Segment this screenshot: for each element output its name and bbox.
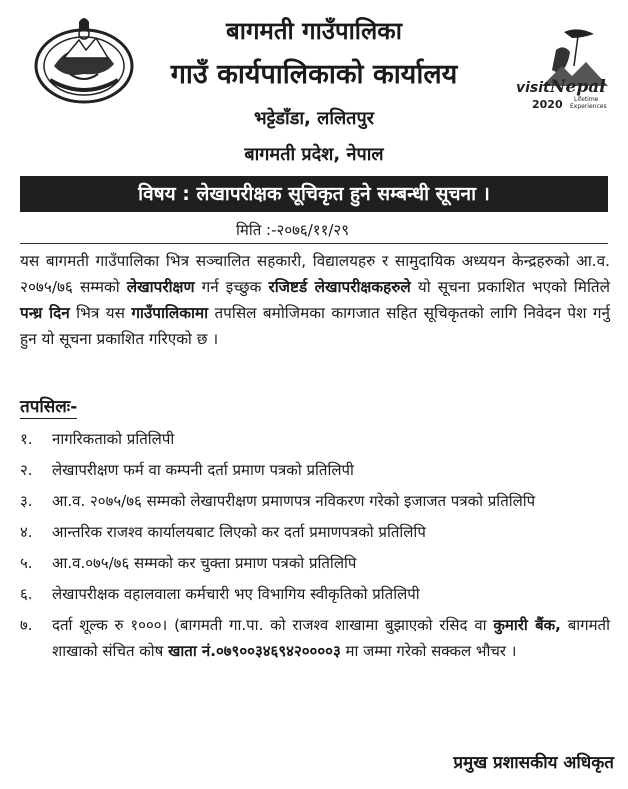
list-item-text: नागरिकताको प्रतिलिपी bbox=[52, 430, 175, 448]
list-item-text: लेखापरीक्षण फर्म वा कम्पनी दर्ता प्रमाण पत्रको प्रतिलिपी bbox=[52, 461, 354, 479]
subject-bar: विषय : लेखापरीक्षक सूचिकृत हुने सम्बन्धी सूचना । bbox=[20, 176, 608, 212]
tagline-experiences: Experiences bbox=[570, 103, 607, 110]
required-documents-list bbox=[20, 426, 610, 664]
para-bold-municipality: गाउँपालिकामा bbox=[131, 304, 209, 322]
para-bold-audit: लेखापरीक्षण bbox=[126, 278, 195, 296]
fee-part3: मा जम्मा गरेको सक्कल भौचर । bbox=[340, 642, 517, 660]
tagline-lifetime: Lifetime bbox=[574, 96, 599, 103]
list-item-number: ४. bbox=[20, 523, 33, 541]
para-part2: गर्न इच्छुक bbox=[194, 278, 269, 296]
list-item bbox=[20, 519, 610, 545]
fee-part1: दर्ता शूल्क रु १०००। (बागमती गा.पा. को राजश्व शाखामा बुझाएको रसिद वा bbox=[52, 616, 494, 634]
fee-bold-account-number: खाता नं.०७९००३४६९४२००००३ bbox=[168, 642, 341, 660]
signatory-title: प्रमुख प्रशासकीय अधिकृत bbox=[453, 753, 614, 773]
list-item-number: २. bbox=[20, 461, 33, 479]
list-item-text: आ.व. २०७५/७६ सम्मको लेखापरीक्षण प्रमाणपत्र नविकरण गरेको इजाजत पत्रको प्रतिलिपि bbox=[52, 492, 536, 510]
list-item-number: ५. bbox=[20, 554, 33, 572]
para-part3: यो सूचना प्रकाशित भएको मितिले bbox=[410, 278, 610, 296]
nepal-government-emblem-icon bbox=[24, 14, 144, 106]
para-part1: यस बागमती गाउँपालिका भित्र सञ्चालित सहकारी, विद्यालयहरु र सामुदायिक अध्ययन केन्द्रहरुको आ.व. २०७५/७६ सम्मको bbox=[20, 252, 610, 296]
date-divider bbox=[20, 243, 608, 244]
list-item-number: ६. bbox=[20, 585, 33, 603]
para-bold-fifteen-days: पन्ध्र दिन bbox=[20, 304, 70, 322]
list-item bbox=[20, 581, 610, 607]
visit-nepal-2020-logo-icon bbox=[512, 26, 618, 118]
list-item bbox=[20, 457, 610, 483]
list-item-text: आ.व.०७५/७६ सम्मको कर चुक्ता प्रमाण पत्रको प्रतिलिपि bbox=[52, 554, 357, 572]
notice-date: मिति :-२०७६/११/२९ bbox=[236, 221, 350, 239]
list-item bbox=[20, 488, 610, 514]
list-item-number: ३. bbox=[20, 492, 33, 510]
para-bold-registered-auditors: रजिष्टर्ड लेखापरीक्षकहरुले bbox=[268, 278, 411, 296]
tapasil-heading: तपसिलः- bbox=[20, 397, 78, 417]
fee-bold-bank: कुमारी बैंक, bbox=[493, 616, 561, 634]
visit-text: visit bbox=[516, 80, 550, 96]
year-text: 2020 bbox=[532, 98, 563, 111]
list-item-text: आन्तरिक राजश्व कार्यालयबाट लिएको कर दर्ता प्रमाणपत्रको प्रतिलिपि bbox=[52, 523, 426, 541]
list-item bbox=[20, 426, 610, 452]
list-item-text: लेखापरीक्षक वहालवाला कर्मचारी भए विभागिय स्वीकृतिको प्रतिलिपी bbox=[52, 585, 420, 603]
nepal-text: Nepal bbox=[550, 77, 606, 97]
fee-part2: बागमती शाखाको संचित कोष bbox=[52, 616, 610, 660]
list-item bbox=[20, 550, 610, 576]
office-name: गाउँ कार्यपालिकाको कार्यालय bbox=[170, 59, 458, 90]
office-address: भट्टेडाँडा, ललितपुर bbox=[253, 108, 375, 129]
province-name: बागमती प्रदेश, नेपाल bbox=[244, 144, 384, 165]
para-part5: तपसिल बमोजिमका कागजात सहित सूचिकृतको लागि निवेदन पेश गर्नु हुन यो सूचना प्रकाशित गरिएको छ । bbox=[20, 304, 611, 348]
list-item-fee bbox=[20, 612, 610, 664]
list-item-number: ७. bbox=[20, 616, 33, 634]
notice-paragraph bbox=[20, 248, 610, 352]
list-item-number: १. bbox=[20, 430, 33, 448]
municipality-name: बागमती गाउँपालिका bbox=[226, 17, 402, 45]
para-part4: भित्र यस bbox=[69, 304, 132, 322]
